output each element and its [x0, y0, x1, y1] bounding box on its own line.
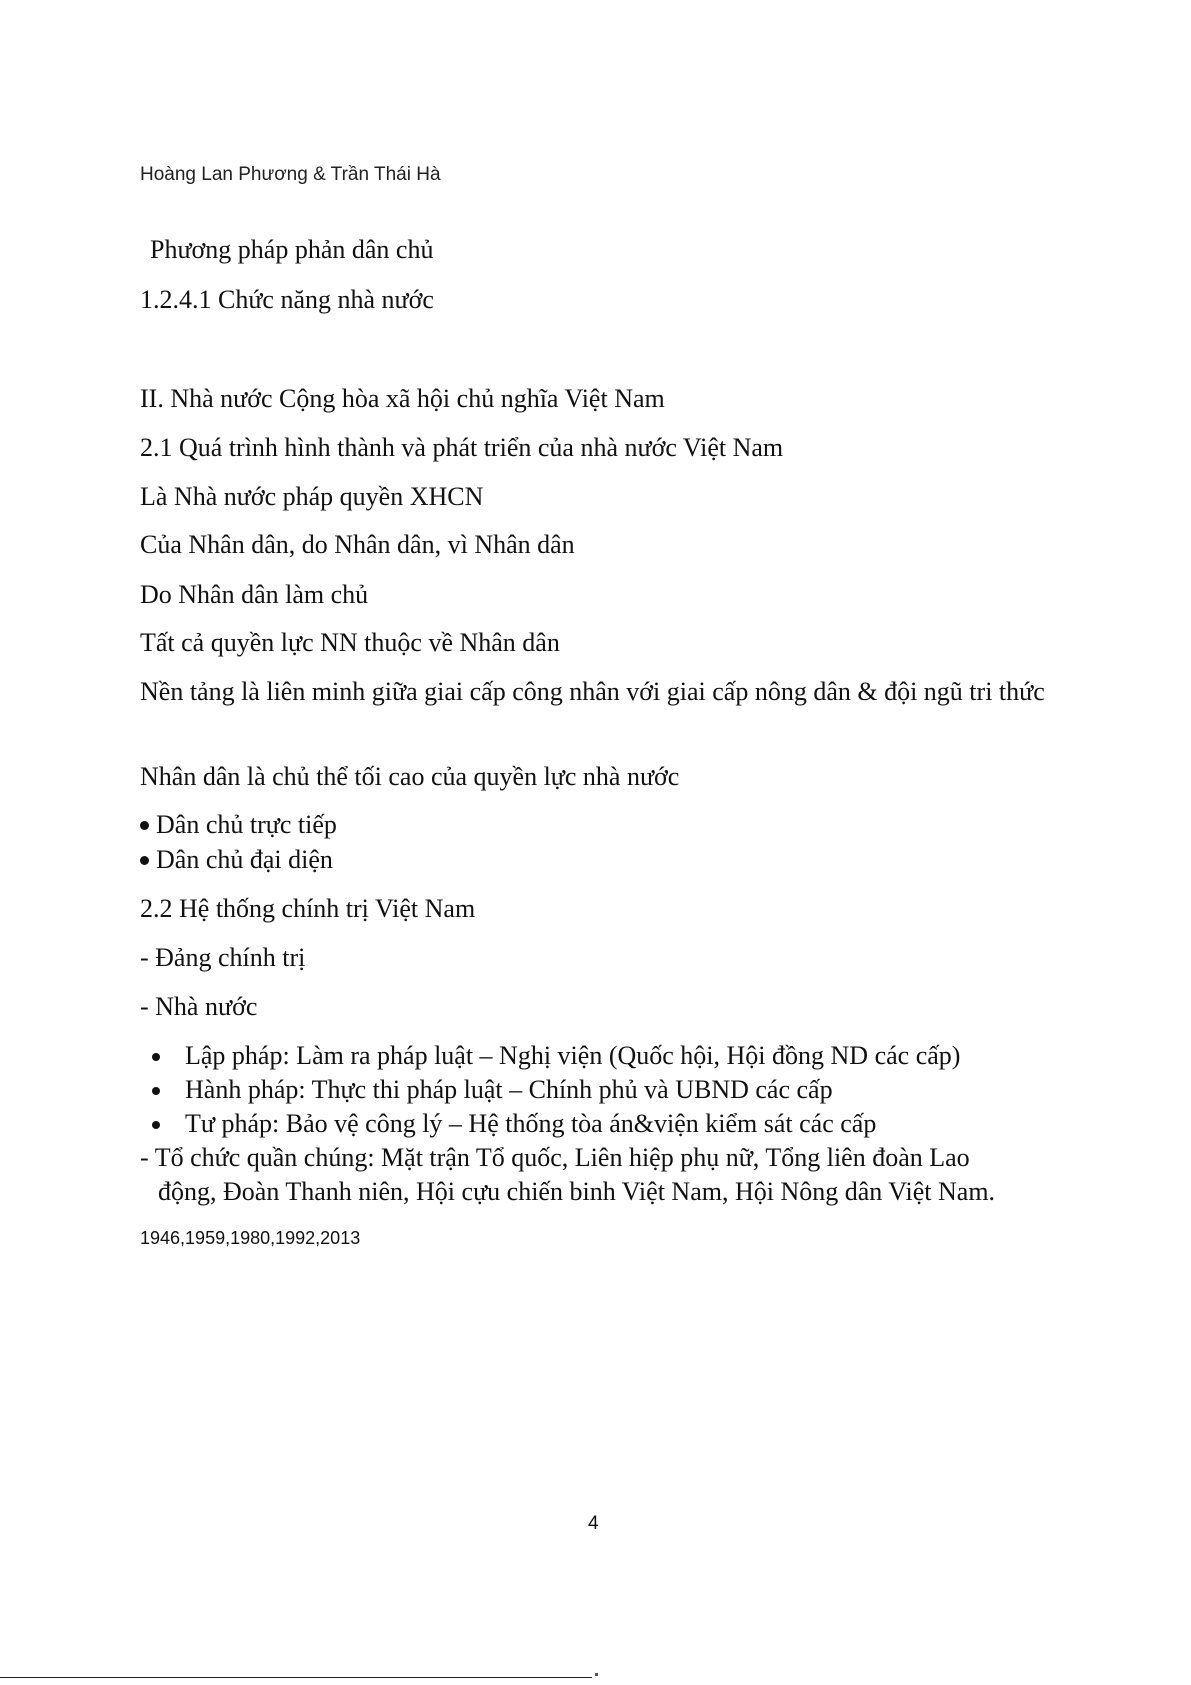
bullet-icon	[152, 1121, 160, 1129]
list-item	[140, 845, 333, 875]
bullet-icon	[152, 1053, 160, 1061]
bullet-icon	[140, 856, 149, 865]
paragraph-foundation: Nền tảng là liên minh giữa giai cấp công nhân với giai cấp nông dân & đội ngũ tri thức	[140, 677, 1045, 706]
footnote-divider	[0, 1677, 592, 1678]
branch-legislative: Lập pháp: Làm ra pháp luật – Nghị viện (Quốc hội, Hội đồng ND các cấp)	[185, 1041, 961, 1070]
list-item-label: Dân chủ trực tiếp	[156, 810, 337, 839]
section-2-1-heading: 2.1 Quá trình hình thành và phát triển của nhà nước Việt Nam	[140, 433, 784, 462]
list-item-label: Dân chủ đại diện	[156, 845, 333, 874]
paragraph-power-people: Tất cả quyền lực NN thuộc về Nhân dân	[140, 628, 560, 657]
method-line: Phương pháp phản dân chủ	[150, 235, 434, 264]
branch-executive: Hành pháp: Thực thi pháp luật – Chính phủ và UBND các cấp	[185, 1075, 833, 1104]
constitution-years: 1946,1959,1980,1992,2013	[140, 1228, 361, 1248]
page-number: 4	[588, 1513, 599, 1534]
paragraph-rule-of-law: Là Nhà nước pháp quyền XHCN	[140, 482, 484, 511]
paragraph-of-people: Của Nhân dân, do Nhân dân, vì Nhân dân	[140, 530, 575, 559]
mass-organizations-line-2: động, Đoàn Thanh niên, Hội cựu chiến binh Việt Nam, Hội Nông dân Việt Nam.	[158, 1177, 996, 1206]
branch-judicial: Tư pháp: Bảo vệ công lý – Hệ thống tòa án&viện kiểm sát các cấp	[185, 1109, 877, 1138]
mass-organizations-line-1: - Tổ chức quần chúng: Mặt trận Tổ quốc, Liên hiệp phụ nữ, Tổng liên đoàn Lao	[140, 1143, 970, 1172]
author-header: Hoàng Lan Phương & Trần Thái Hà	[140, 164, 441, 185]
function-heading: 1.2.4.1 Chức năng nhà nước	[140, 285, 434, 314]
list-item	[140, 810, 337, 840]
footnote-mark	[595, 1673, 598, 1676]
bullet-icon	[140, 821, 149, 830]
dash-party: - Đảng chính trị	[140, 943, 306, 972]
dash-state: - Nhà nước	[140, 992, 258, 1021]
section-2-2-heading: 2.2 Hệ thống chính trị Việt Nam	[140, 894, 476, 923]
bullet-icon	[152, 1087, 160, 1095]
section-ii-heading: II. Nhà nước Cộng hòa xã hội chủ nghĩa Việt Nam	[140, 384, 665, 413]
paragraph-people-master: Do Nhân dân làm chủ	[140, 580, 369, 609]
paragraph-supreme-subject: Nhân dân là chủ thể tối cao của quyền lực nhà nước	[140, 762, 680, 791]
